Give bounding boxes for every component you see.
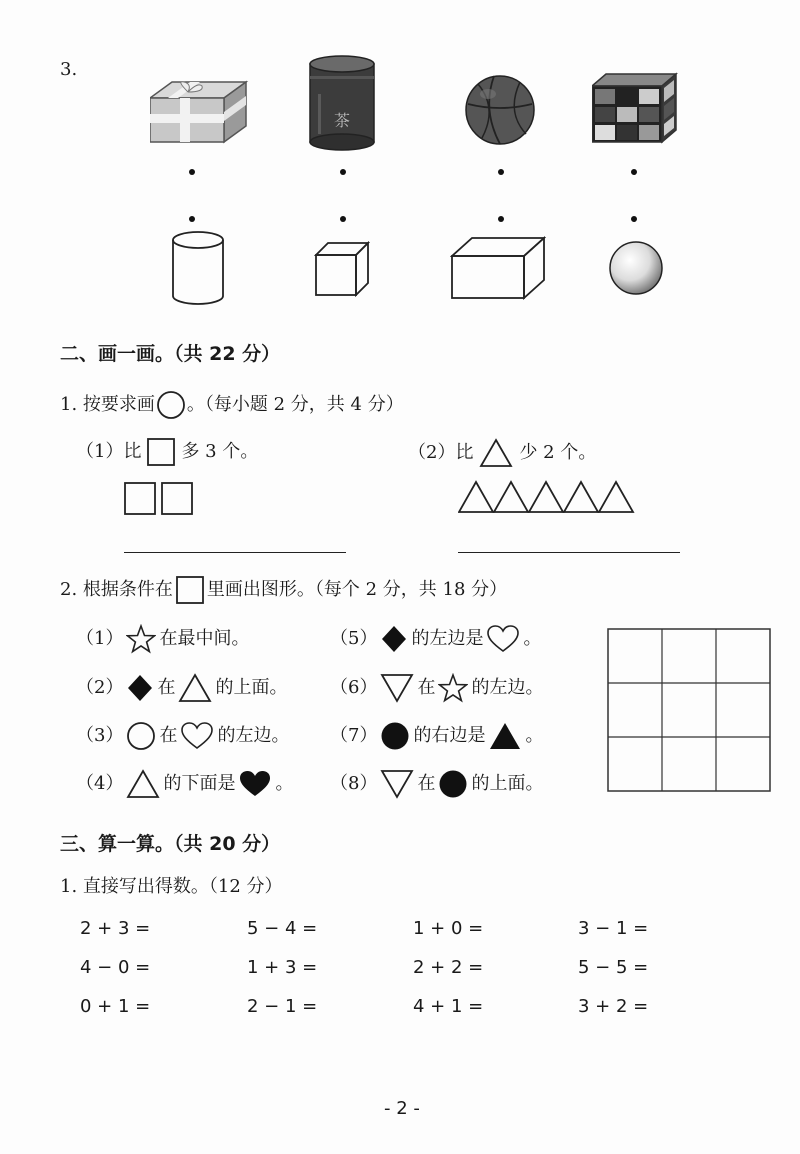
s2-q1-part2-text: 少 2 个。 xyxy=(519,442,597,463)
drawing-grid[interactable] xyxy=(607,628,771,796)
answer-line-2[interactable] xyxy=(458,552,680,553)
equation: 1 + 0 = xyxy=(413,918,484,939)
item-8-text-b: 的上面。 xyxy=(471,773,544,794)
item-5-label: （5） xyxy=(330,628,378,649)
s2-q1-prefix: 1. 按要求画 xyxy=(60,394,155,415)
item-1-label: （1） xyxy=(76,628,124,649)
item-1-text: 在最中间。 xyxy=(159,628,250,649)
inverted-triangle-outline-icon xyxy=(380,769,414,799)
filled-circle-icon xyxy=(380,721,410,751)
equation: 5 − 5 = xyxy=(578,957,649,978)
s3-q1-instruction: 1. 直接写出得数。（12 分） xyxy=(60,876,283,897)
item-4-text-a: 的下面是 xyxy=(163,773,236,794)
s2-q1-suffix: 。（每小题 2 分，共 4 分） xyxy=(186,394,404,415)
section-3-title: 三、算一算。（共 20 分） xyxy=(60,833,281,855)
filled-diamond-icon xyxy=(380,624,408,654)
heart-outline-icon xyxy=(486,624,520,654)
s2-q2-prefix: 2. 根据条件在 xyxy=(60,579,173,600)
star-outline-icon xyxy=(438,673,468,703)
page-number: - 2 - xyxy=(384,1098,420,1119)
s2-q2-item-4 xyxy=(76,769,293,799)
item-2-text-a: 在 xyxy=(157,677,176,698)
item-3-text-b: 的左边。 xyxy=(217,725,290,746)
item-5-text-a: 的左边是 xyxy=(411,628,484,649)
item-6-label: （6） xyxy=(330,677,378,698)
tea-label: 茶 xyxy=(334,111,351,130)
given-triangles xyxy=(458,480,638,518)
s2-q2-item-7 xyxy=(330,721,543,751)
square-outline-icon xyxy=(176,576,204,604)
match-dot-bottom-2[interactable] xyxy=(340,216,346,222)
filled-circle-icon xyxy=(438,769,468,799)
sphere-shape xyxy=(608,240,664,300)
inverted-triangle-outline-icon xyxy=(380,673,414,703)
match-dot-top-1[interactable] xyxy=(189,169,195,175)
section-2-title: 二、画一画。（共 22 分） xyxy=(60,343,281,365)
s2-q2-item-5 xyxy=(330,624,541,654)
circle-outline-icon xyxy=(126,721,156,751)
gift-box-image xyxy=(150,78,250,150)
s2-q1-part2-label: （2）比 xyxy=(408,442,474,463)
s2-q1-instruction xyxy=(60,390,404,420)
item-2-text-b: 的上面。 xyxy=(215,677,288,698)
item-4-text-b: 。 xyxy=(275,773,294,794)
tea-can-image xyxy=(308,54,376,156)
s2-q2-item-6 xyxy=(330,673,543,703)
star-outline-icon xyxy=(126,624,156,654)
item-7-text-a: 的右边是 xyxy=(413,725,486,746)
item-5-text-b: 。 xyxy=(523,628,542,649)
s2-q2-suffix: 里画出图形。（每个 2 分，共 18 分） xyxy=(206,579,508,600)
question-3-number: 3. xyxy=(60,59,78,80)
s2-q2-item-8 xyxy=(330,769,543,799)
item-7-text-b: 。 xyxy=(525,725,544,746)
equation: 3 − 1 = xyxy=(578,918,649,939)
s2-q1-part2 xyxy=(408,438,596,468)
item-4-label: （4） xyxy=(76,773,124,794)
cylinder-shape xyxy=(170,230,226,312)
s2-q1-part1 xyxy=(76,438,258,466)
given-squares xyxy=(124,482,196,520)
cube-shape xyxy=(314,241,370,301)
match-dot-bottom-1[interactable] xyxy=(189,216,195,222)
equation: 2 + 2 = xyxy=(413,957,484,978)
equation: 2 − 1 = xyxy=(247,996,318,1017)
equation: 0 + 1 = xyxy=(80,996,151,1017)
basketball-image xyxy=(464,74,536,150)
match-dot-top-2[interactable] xyxy=(340,169,346,175)
s2-q1-part1-text: 多 3 个。 xyxy=(181,441,259,462)
triangle-outline-icon xyxy=(479,438,513,468)
square-outline-icon xyxy=(147,438,175,466)
s2-q2-instruction xyxy=(60,576,507,604)
match-dot-bottom-4[interactable] xyxy=(631,216,637,222)
match-dot-top-3[interactable] xyxy=(498,169,504,175)
s2-q1-part1-label: （1）比 xyxy=(76,441,142,462)
answer-line-1[interactable] xyxy=(124,552,346,553)
filled-triangle-icon xyxy=(488,721,522,751)
item-3-text-a: 在 xyxy=(159,725,178,746)
equation: 3 + 2 = xyxy=(578,996,649,1017)
equation: 4 + 1 = xyxy=(413,996,484,1017)
circle-outline-icon xyxy=(156,390,186,420)
item-8-label: （8） xyxy=(330,773,378,794)
rubiks-cube-image xyxy=(592,72,678,148)
item-2-label: （2） xyxy=(76,677,124,698)
item-6-text-b: 的左边。 xyxy=(471,677,544,698)
triangle-outline-icon xyxy=(126,769,160,799)
item-7-label: （7） xyxy=(330,725,378,746)
equation: 4 − 0 = xyxy=(80,957,151,978)
item-3-label: （3） xyxy=(76,725,124,746)
match-dot-top-4[interactable] xyxy=(631,169,637,175)
equation: 2 + 3 = xyxy=(80,918,151,939)
equation: 1 + 3 = xyxy=(247,957,318,978)
s2-q2-item-2 xyxy=(76,673,287,703)
item-6-text-a: 在 xyxy=(417,677,436,698)
heart-outline-icon xyxy=(180,721,214,751)
cuboid-shape xyxy=(450,236,546,304)
match-dot-bottom-3[interactable] xyxy=(498,216,504,222)
triangle-outline-icon xyxy=(178,673,212,703)
filled-diamond-icon xyxy=(126,673,154,703)
item-8-text-a: 在 xyxy=(417,773,436,794)
equation: 5 − 4 = xyxy=(247,918,318,939)
s2-q2-item-3 xyxy=(76,721,289,751)
s2-q2-item-1 xyxy=(76,624,249,654)
filled-heart-icon xyxy=(238,769,272,799)
